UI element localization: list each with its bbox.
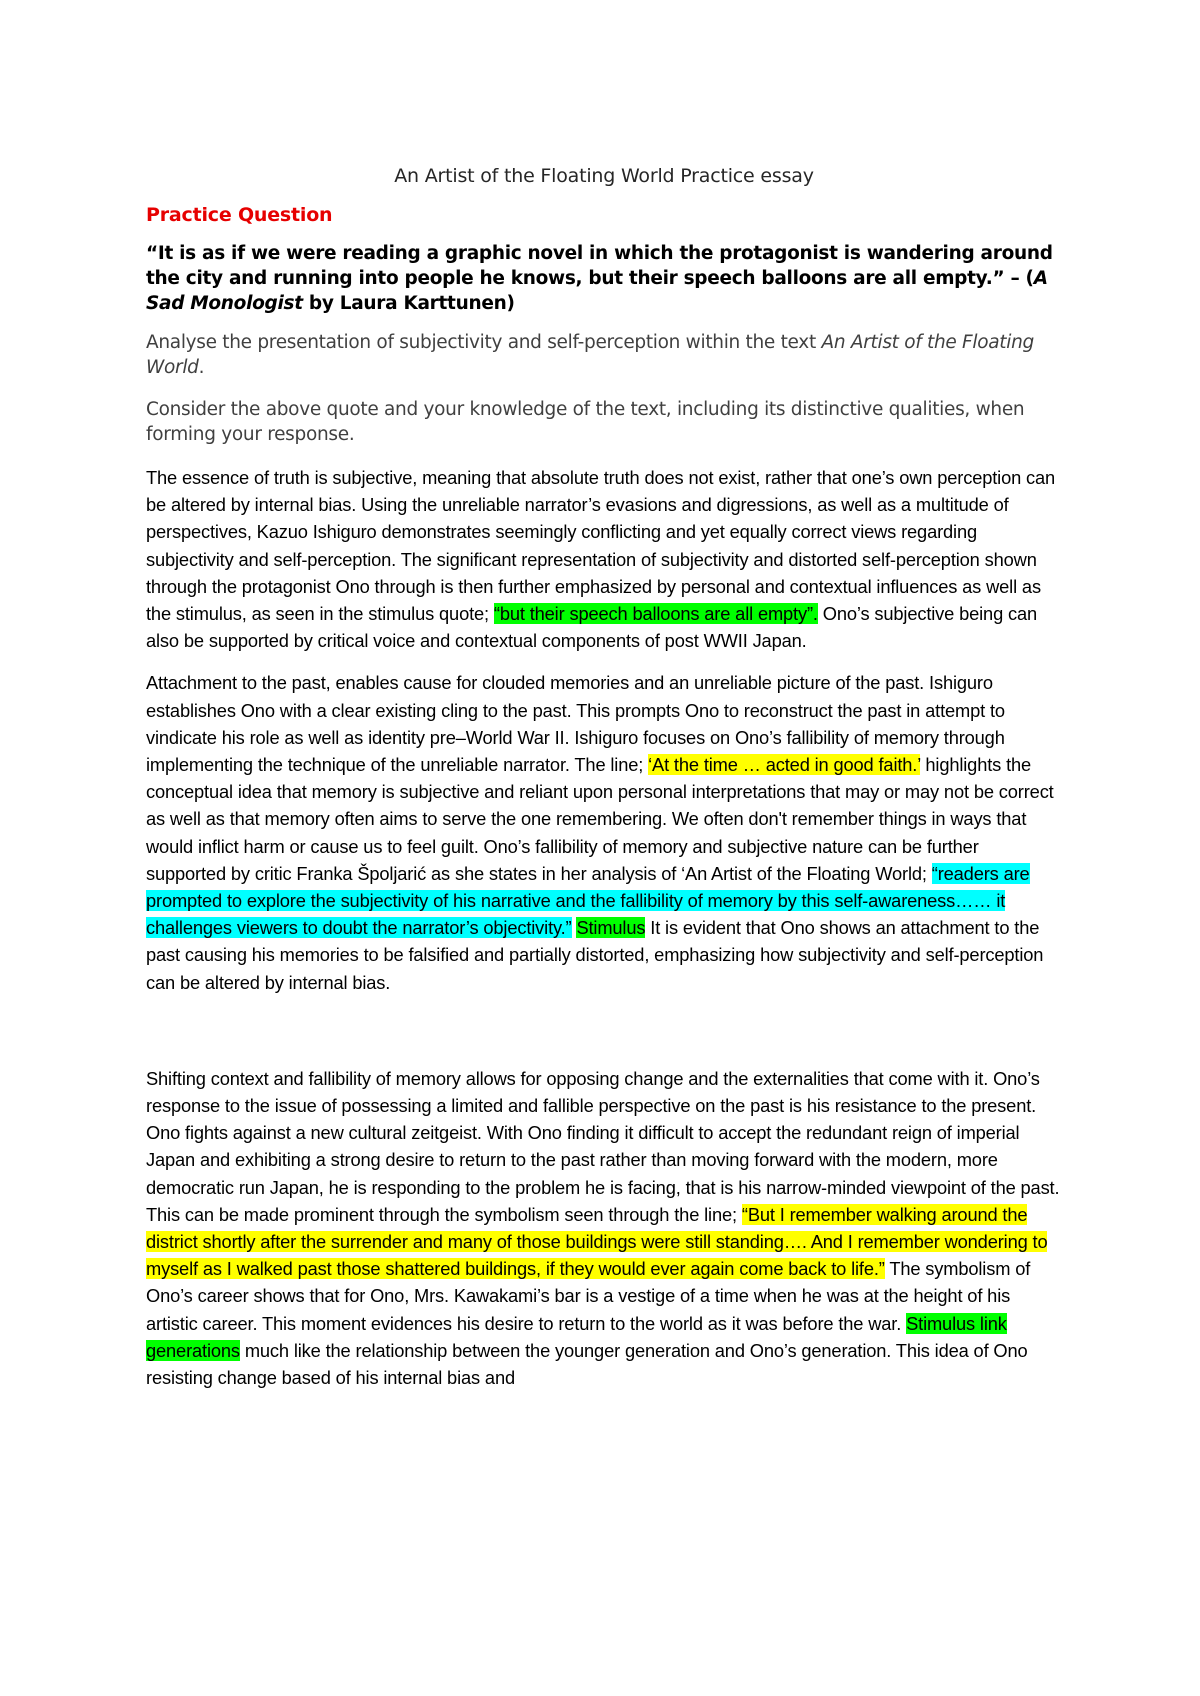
quote-source-title: A Sad Monologist: [146, 268, 1048, 314]
paragraph-2-text-b: highlights the conceptual idea that memory is subjective and reliant upon personal interpretations that may or may not be correct as well as that memory often aims to serve the one remembering. We often don't remember things in ways that would inflict harm or cause us to feel guilt. Ono’s fallibility of memory and subjective nature can be further supported by critic Franka Špoljarić as she states in her analysis of ‘An Artist of the Floating World;: [146, 754, 1054, 884]
quote-text: “It is as if we were reading a graphic novel in which the protagonist is wandering around the city and running into people he knows, but their speech balloons are all empty.” – (: [146, 243, 1053, 289]
highlight-stimulus-note: Stimulus: [576, 917, 646, 939]
essay-paragraph-2: [146, 669, 1062, 995]
paragraph-3-text-a: Shifting context and fallibility of memory allows for opposing change and the externalities that come with it. Ono’s response to the issue of possessing a limited and fallible perspective on the past is his resistance to the present. Ono fights against a new cultural zeitgeist. With Ono finding it difficult to accept the redundant reign of imperial Japan and exhibiting a strong desire to return to the past rather than moving forward with the modern, more democratic run Japan, he is responding to the problem he is facing, that is his narrow-minded viewpoint of the past. This can be made prominent through the symbolism seen through the line;: [146, 1067, 1060, 1225]
instruction-analyse: [146, 330, 1062, 380]
document-body: [146, 165, 1062, 1406]
paragraph-2-text-d: It is evident that Ono shows an attachment to the past causing his memories to be falsified and partially distorted, emphasizing how subjectivity and self-perception can be altered by internal bias.: [146, 917, 1044, 993]
highlight-stimulus-link: Stimulus link generations: [146, 1312, 1007, 1361]
quote-source-author: by Laura Karttunen): [302, 293, 515, 314]
essay-paragraph-3: [146, 1065, 1062, 1391]
paragraph-spacer: [146, 1011, 1062, 1065]
paragraph-1-text-b: Ono’s subjective being can also be supported by critical voice and contextual components of post WWII Japan.: [146, 603, 1038, 652]
highlight-critic-quote: “readers are prompted to explore the subjectivity of his narrative and the fallibility of memory by this self-awareness…… it challenges viewers to doubt the narrator’s objectivity.”: [146, 862, 1030, 939]
paragraph-2-text-a: Attachment to the past, enables cause for clouded memories and an unreliable picture of the past. Ishiguro establishes Ono with a clear existing cling to the past. This prompts Ono to reconstruct the past in attempt to vindicate his role as well as identity pre–World War II. Ishiguro focuses on Ono’s fallibility of memory through implementing the technique of the unreliable narrator. The line;: [146, 672, 1005, 776]
highlight-novel-quote: ‘At the time … acted in good faith.’: [648, 754, 921, 776]
instruction-consider: Consider the above quote and your knowledge of the text, including its distinctive qualities, when forming your response.: [146, 399, 1025, 445]
instruction-analyse-text: Analyse the presentation of subjectivity and self-perception within the text: [146, 332, 822, 353]
highlight-stimulus-quote: “but their speech balloons are all empty”.: [493, 603, 818, 625]
paragraph-3-text-c: much like the relationship between the younger generation and Ono’s generation. This idea of Ono resisting change based of his internal bias and: [146, 1339, 1028, 1389]
practice-question-heading: Practice Question: [146, 204, 333, 226]
paragraph-3-text-b: The symbolism of Ono’s career shows that for Ono, Mrs. Kawakami’s bar is a vestige of a time when he was at the height of his artistic career. This moment evidences his desire to return to the world as it was before the war.: [146, 1258, 1031, 1334]
instruction-work-title: An Artist of the Floating World: [146, 332, 1034, 378]
document-title: An Artist of the Floating World Practice essay: [394, 165, 814, 187]
paragraph-1-text-a: The essence of truth is subjective, meaning that absolute truth does not exist, rather that one’s own perception can be altered by internal bias. Using the unreliable narrator’s evasions and digressions, as well as a multitude of perspectives, Kazuo Ishiguro demonstrates seemingly conflicting and yet equally correct views regarding subjectivity and self-perception. The significant representation of subjectivity and distorted self-perception shown through the protagonist Ono through is then further emphasized by personal and contextual influences as well as the stimulus, as seen in the stimulus quote;: [146, 467, 1056, 625]
highlight-novel-quote-2: “But I remember walking around the district shortly after the surrender and many of those buildings were still standing…. And I remember wondering to myself as I walked past those shattered buildings, if they would ever again come back to life.”: [146, 1203, 1048, 1280]
essay-paragraph-1: [146, 464, 1062, 654]
instruction-analyse-end: .: [198, 357, 205, 378]
stimulus-quote: [146, 241, 1062, 316]
